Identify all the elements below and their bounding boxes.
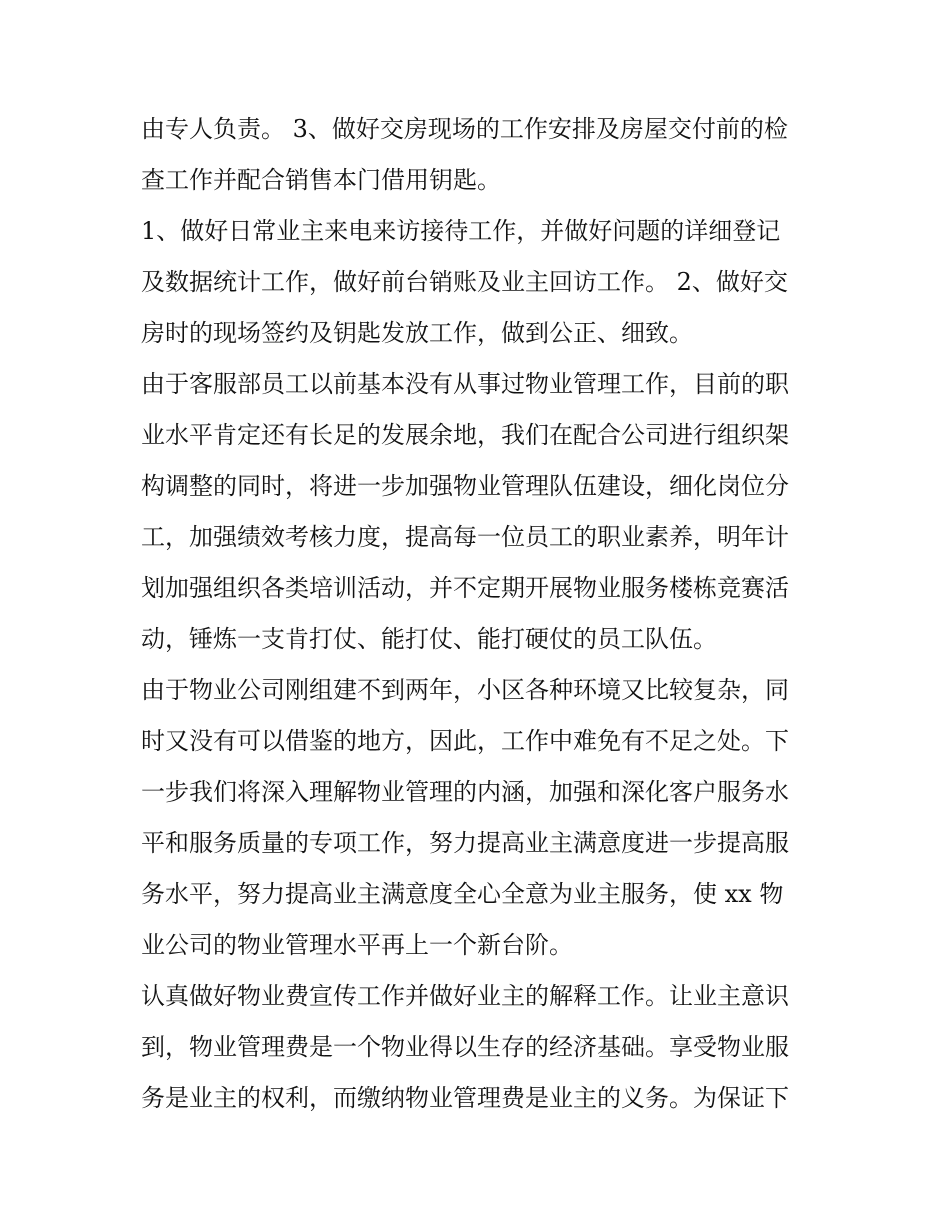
paragraph-line: 1、做好日常业主来电来访接待工作，并做好问题的详细登记: [141, 217, 781, 245]
paragraph-line: 到，物业管理费是一个物业得以生存的经济基础。享受物业服: [141, 1033, 789, 1061]
paragraph-4: [141, 665, 811, 971]
paragraph-3: [141, 359, 811, 665]
paragraph-line: 动，锤炼一支肯打仗、能打仗、能打硬仗的员工队伍。: [141, 625, 717, 653]
paragraph-line: 由专人负责。 3、做好交房现场的工作安排及房屋交付前的检: [141, 115, 788, 143]
paragraph-line: 务水平，努力提高业主满意度全心全意为业主服务，使 xx 物: [141, 880, 784, 908]
paragraph-line: 房时的现场签约及钥匙发放工作，做到公正、细致。: [141, 319, 693, 347]
paragraph-line: 一步我们将深入理解物业管理的内涵，加强和深化客户服务水: [141, 778, 789, 806]
paragraph-1: [141, 104, 811, 206]
paragraph-line: 业水平肯定还有长足的发展余地，我们在配合公司进行组织架: [141, 421, 789, 449]
paragraph-5: [141, 971, 811, 1124]
paragraph-line: 认真做好物业费宣传工作并做好业主的解释工作。让业主意识: [141, 982, 789, 1010]
paragraph-line: 由于客服部员工以前基本没有从事过物业管理工作，目前的职: [141, 370, 789, 398]
paragraph-line: 查工作并配合销售本门借用钥匙。: [141, 166, 501, 194]
paragraph-line: 务是业主的权利，而缴纳物业管理费是业主的义务。为保证下: [141, 1084, 789, 1112]
paragraph-line: 及数据统计工作，做好前台销账及业主回访工作。 2、做好交: [141, 268, 788, 296]
document-body: [141, 104, 811, 1124]
paragraph-line: 时又没有可以借鉴的地方，因此，工作中难免有不足之处。下: [141, 727, 789, 755]
paragraph-line: 平和服务质量的专项工作，努力提高业主满意度进一步提高服: [141, 829, 789, 857]
paragraph-line: 工，加强绩效考核力度，提高每一位员工的职业素养，明年计: [141, 523, 789, 551]
paragraph-line: 由于物业公司刚组建不到两年，小区各种环境又比较复杂，同: [141, 676, 789, 704]
paragraph-2: [141, 206, 811, 359]
paragraph-line: 构调整的同时，将进一步加强物业管理队伍建设，细化岗位分: [141, 472, 789, 500]
paragraph-line: 业公司的物业管理水平再上一个新台阶。: [141, 931, 573, 959]
paragraph-line: 划加强组织各类培训活动，并不定期开展物业服务楼栋竞赛活: [141, 574, 789, 602]
